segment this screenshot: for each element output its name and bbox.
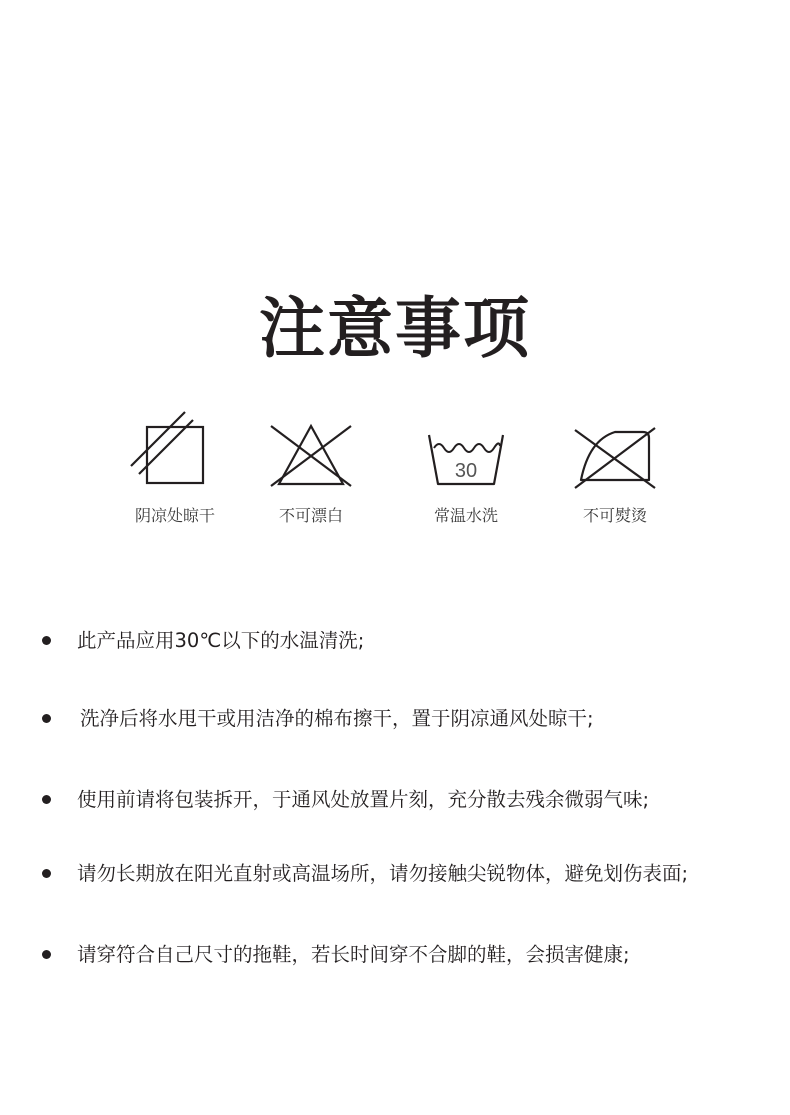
- note-text: 请勿长期放在阳光直射或高温场所，请勿接触尖锐物体，避免划伤表面;: [77, 862, 689, 885]
- list-item: [42, 940, 782, 970]
- list-item: [42, 704, 782, 734]
- care-label: 不可漂白: [278, 506, 343, 525]
- bullet-dot: [42, 869, 51, 878]
- note-text: 洗净后将水甩干或用洁净的棉布擦干，置于阴凉通风处晾干;: [80, 707, 594, 730]
- care-label: 阴凉处晾干: [134, 506, 215, 525]
- page-title: 注意事项: [259, 290, 531, 368]
- bullet-dot: [42, 950, 51, 959]
- care-label: 不可熨烫: [582, 506, 647, 525]
- bullet-dot: [42, 714, 51, 723]
- list-item: [42, 785, 782, 815]
- wash-temperature: 30: [454, 460, 478, 482]
- care-label: 常温水洗: [433, 506, 498, 525]
- note-text: 此产品应用30℃以下的水温清洗;: [77, 629, 365, 652]
- bullet-dot: [42, 636, 51, 645]
- bullet-dot: [42, 795, 51, 804]
- list-item: [42, 859, 782, 889]
- note-text: 使用前请将包装拆开，于通风处放置片刻，充分散去残余微弱气味;: [77, 788, 650, 811]
- list-item: [42, 626, 782, 656]
- note-text: 请穿符合自己尺寸的拖鞋，若长时间穿不合脚的鞋，会损害健康;: [77, 943, 630, 966]
